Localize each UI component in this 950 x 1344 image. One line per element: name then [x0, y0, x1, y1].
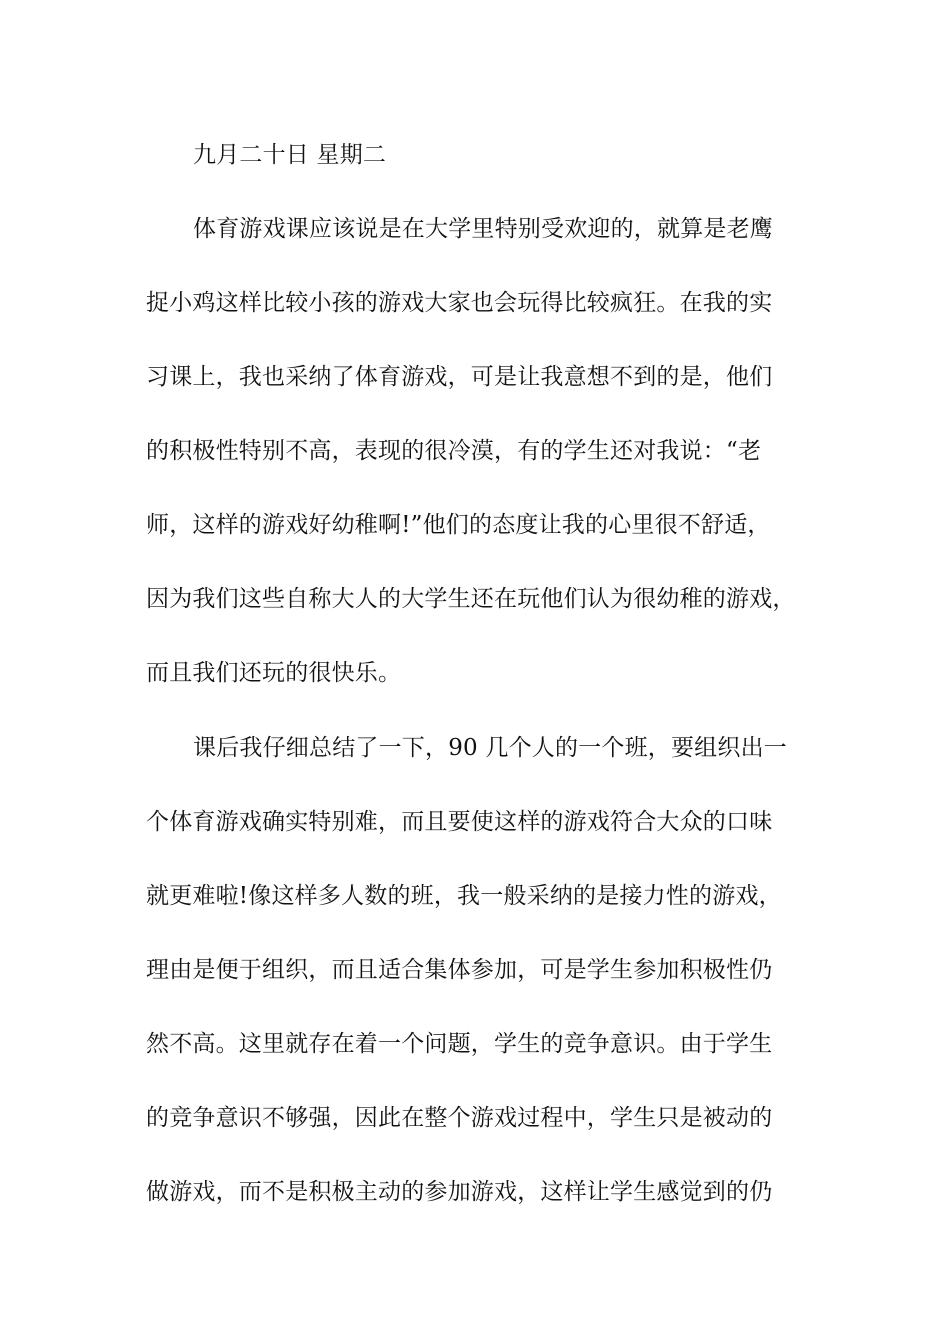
paragraph-line: 体育游戏课应该说是在大学里特别受欢迎的，就算是老鹰 — [193, 216, 773, 242]
paragraph-line: 然不高。这里就存在着一个问题，学生的竞争意识。由于学生 — [146, 1031, 773, 1057]
paragraph-line: 而且我们还玩的很快乐。 — [146, 660, 402, 686]
paragraph-line: 师，这样的游戏好幼稚啊!”他们的态度让我的心里很不舒适， — [146, 512, 771, 538]
paragraph-line: 做游戏，而不是积极主动的参加游戏，这样让学生感觉到的仍 — [146, 1179, 773, 1205]
paragraph-line: 课后我仔细总结了一下，90 几个人的一个班，要组织出一 — [193, 735, 787, 761]
paragraph-line: 因为我们这些自称大人的大学生还在玩他们认为很幼稚的游戏， — [146, 586, 796, 612]
date-heading: 九月二十日 星期二 — [193, 142, 387, 168]
paragraph-line: 就更难啦!像这样多人数的班，我一般采纳的是接力性的游戏， — [146, 883, 782, 909]
paragraph-line: 理由是便于组织，而且适合集体参加，可是学生参加积极性仍 — [146, 957, 773, 983]
paragraph-line: 的积极性特别不高，表现的很冷漠，有的学生还对我说：“老 — [146, 438, 762, 464]
paragraph-line: 捉小鸡这样比较小孩的游戏大家也会玩得比较疯狂。在我的实 — [146, 290, 773, 316]
paragraph-line: 习课上，我也采纳了体育游戏，可是让我意想不到的是，他们 — [146, 364, 773, 390]
paragraph-line: 的竞争意识不够强，因此在整个游戏过程中，学生只是被动的 — [146, 1105, 773, 1131]
paragraph-line: 个体育游戏确实特别难，而且要使这样的游戏符合大众的口味 — [146, 809, 773, 835]
